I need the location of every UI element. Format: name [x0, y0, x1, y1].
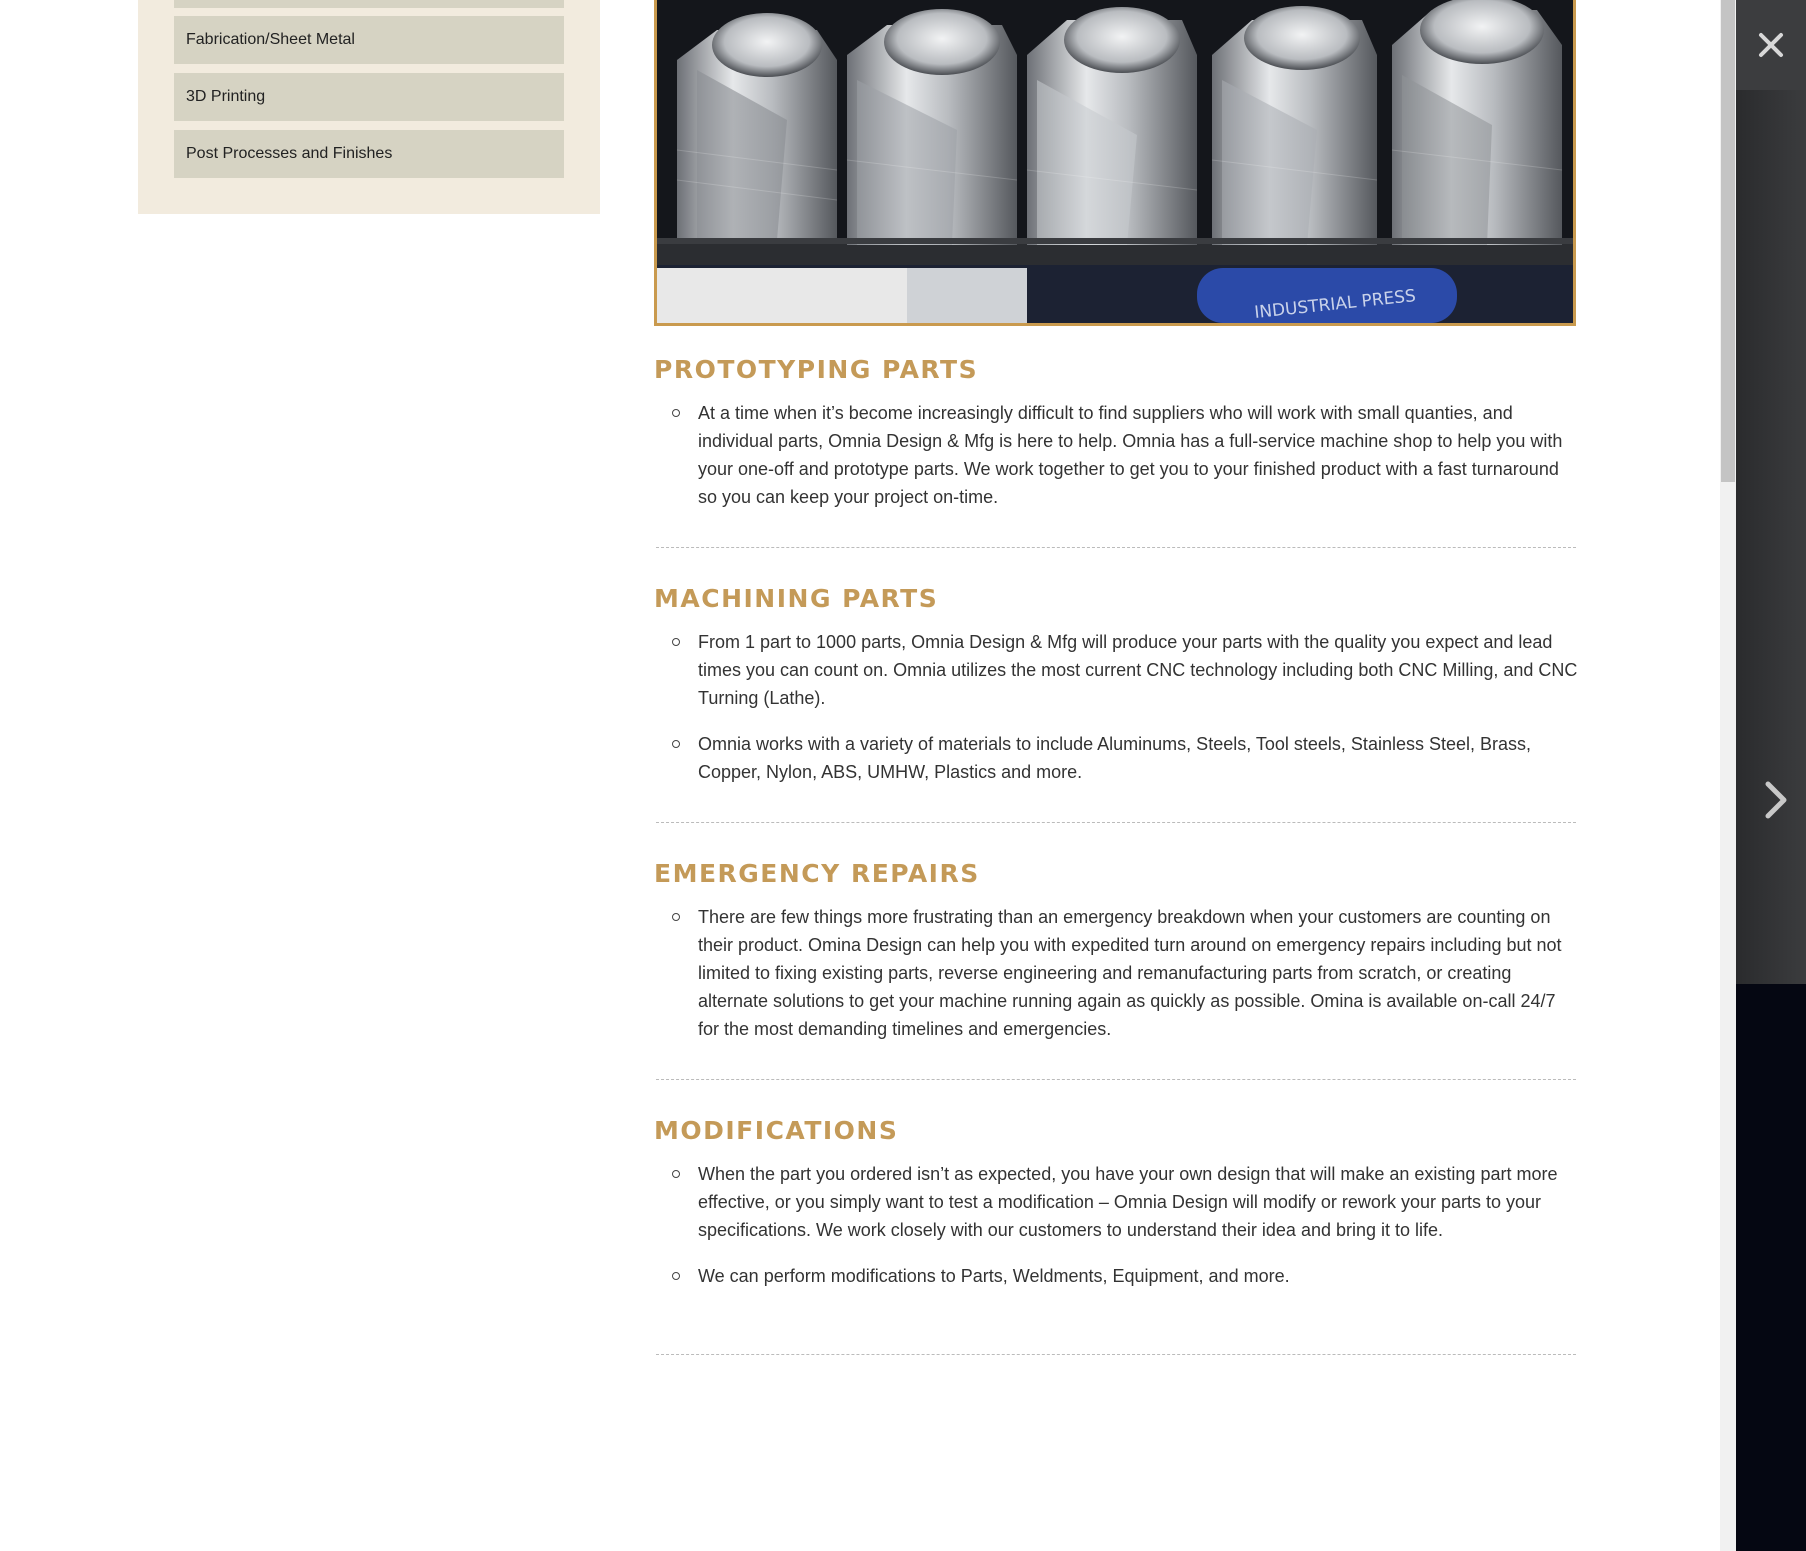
emergency-repairs-list — [698, 903, 1578, 1061]
sidebar-item-post-processes[interactable] — [174, 130, 564, 178]
services-sidebar — [138, 0, 600, 214]
list-item: At a time when it’s become increasingly difficult to find suppliers who will work with small quanties, and individual parts, Omnia Design & Mfg is here to help. Omnia has a full-service machine shop to help you with your one-off and prototype parts. We work together to get you to your finished product with a fast turnaround so you can keep your project on-time. — [698, 399, 1578, 511]
scrollbar-thumb[interactable] — [1721, 0, 1735, 482]
list-item: When the part you ordered isn’t as expected, you have your own design that will make an existing part more effective, or you simply want to test a modification – Omnia Design will modify or rework your parts to your specifications. We work closely with our customers to understand their idea and bring it to life. — [698, 1160, 1578, 1244]
section-divider — [656, 1354, 1576, 1355]
sidebar-item-label: Fabrication/Sheet Metal — [186, 31, 355, 48]
machining-parts-heading: MACHINING PARTS — [654, 584, 939, 613]
emergency-repairs-heading: EMERGENCY REPAIRS — [654, 859, 980, 888]
lightbox-panel — [1736, 90, 1806, 984]
sidebar-item-3d-printing[interactable] — [174, 73, 564, 121]
lightbox-close-button[interactable] — [1736, 0, 1806, 90]
section-divider — [656, 547, 1576, 548]
chevron-right-icon — [1764, 781, 1788, 819]
image-label-text: INDUSTRIAL PRESS — [1253, 286, 1417, 323]
list-item: There are few things more frustrating than an emergency breakdown when your customers are counting on their product. Omina Design can help you with expedited turn around on emergency repairs including but not limited to fixing existing parts, reverse engineering and remanufacturing parts from scratch, or creating alternate solutions to get your machine running again as quickly as possible. Omina is available on-call 24/7 for the most demanding timelines and emergencies. — [698, 903, 1578, 1043]
sidebar-item-previous[interactable] — [174, 0, 564, 8]
lightbox-next-button[interactable] — [1756, 770, 1796, 830]
sidebar-item-fabrication[interactable] — [174, 16, 564, 64]
list-item: Omnia works with a variety of materials to include Aluminums, Steels, Tool steels, Stainless Steel, Brass, Copper, Nylon, ABS, UMHW, Plastics and more. — [698, 730, 1578, 786]
prototyping-parts-list — [698, 399, 1578, 529]
sidebar-item-label: 3D Printing — [186, 88, 266, 105]
modifications-heading: MODIFICATIONS — [654, 1116, 899, 1145]
section-divider — [656, 1079, 1576, 1080]
prototyping-parts-heading: PROTOTYPING PARTS — [654, 355, 979, 384]
machined-parts-image[interactable] — [654, 0, 1576, 326]
page-scrollbar[interactable] — [1720, 0, 1736, 1551]
list-item: We can perform modifications to Parts, Weldments, Equipment, and more. — [698, 1262, 1578, 1290]
sidebar-item-label: Post Processes and Finishes — [186, 145, 393, 162]
section-divider — [656, 822, 1576, 823]
list-item: From 1 part to 1000 parts, Omnia Design & Mfg will produce your parts with the quality you expect and lead times you can count on. Omnia utilizes the most current CNC technology including both CNC Milling, and CNC Turning (Lathe). — [698, 628, 1578, 712]
close-icon — [1758, 32, 1784, 58]
modifications-list — [698, 1160, 1578, 1308]
machining-parts-list — [698, 628, 1578, 804]
